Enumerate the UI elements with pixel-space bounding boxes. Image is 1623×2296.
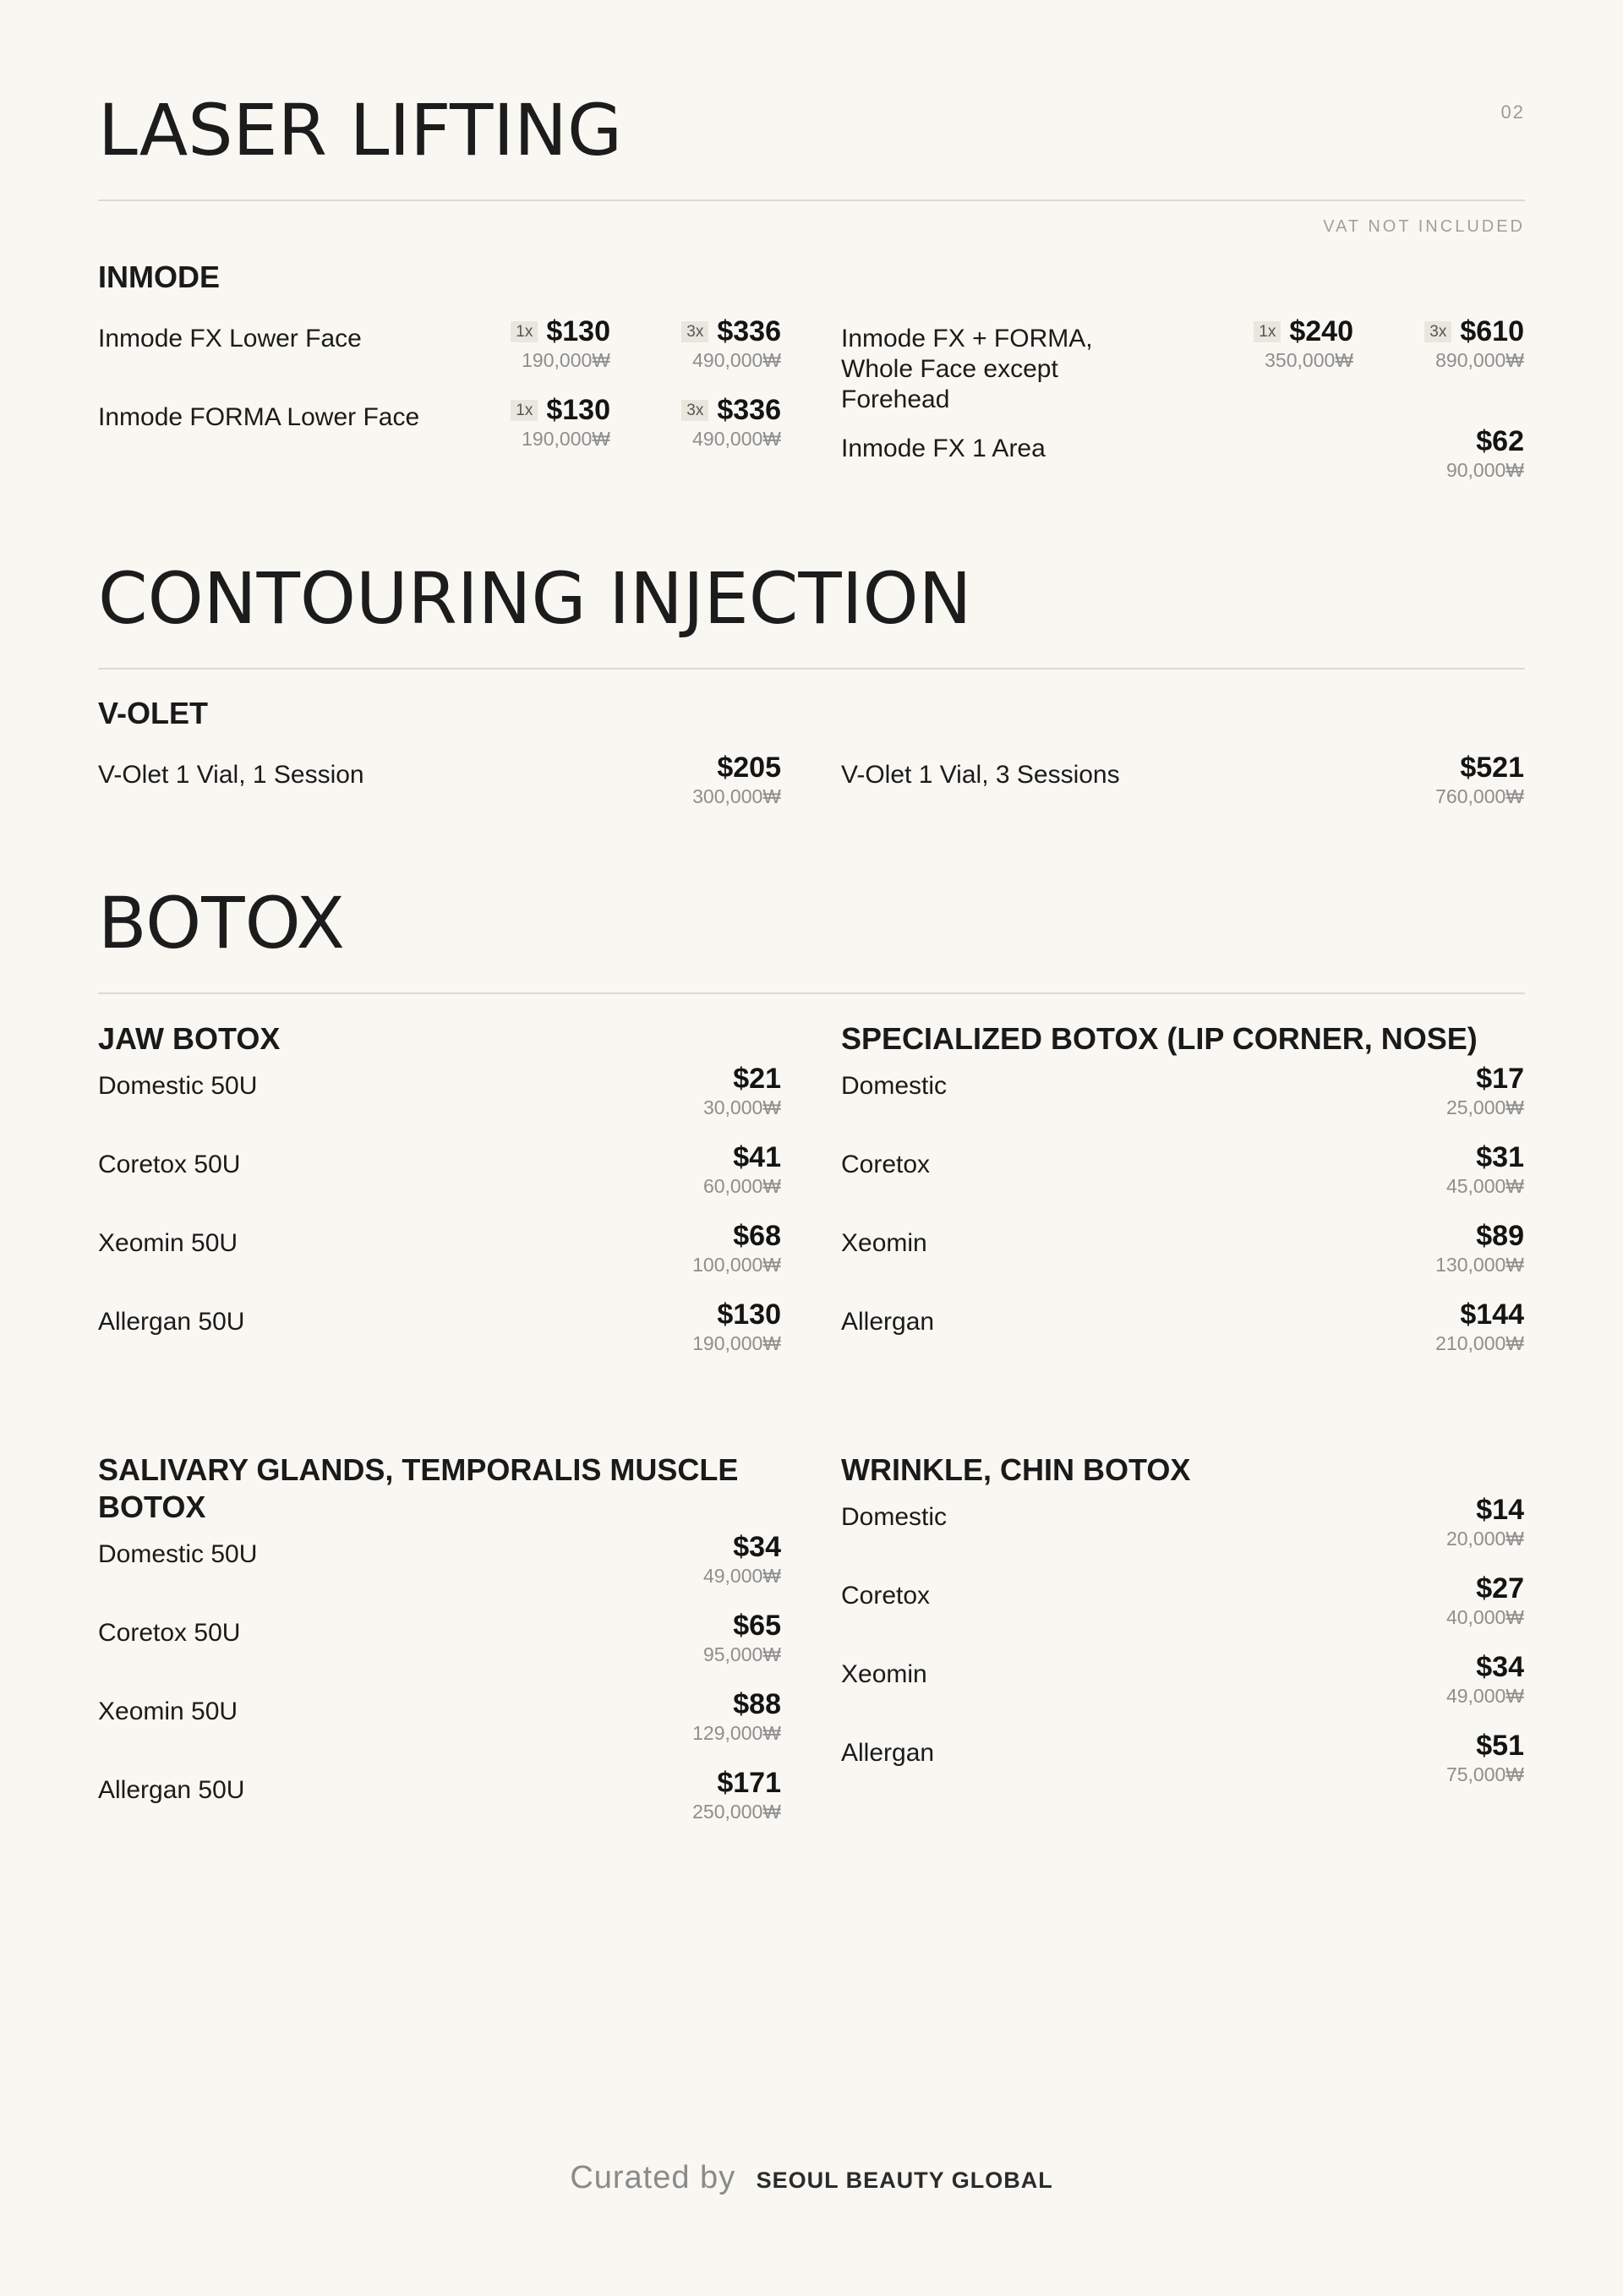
item-name: V-Olet 1 Vial, 3 Sessions: [841, 761, 1120, 789]
price-3x: [610, 396, 781, 449]
item-name: Xeomin 50U: [98, 1697, 238, 1725]
group-title: JAW BOTOX: [98, 1021, 281, 1056]
price-usd: $610: [1460, 315, 1524, 347]
price-krw: 25,000₩: [1445, 1096, 1524, 1118]
tier-badge: 3x: [681, 400, 708, 421]
price-krw: 250,000₩: [692, 1801, 781, 1823]
price: [703, 1064, 781, 1118]
item-name: Xeomin 50U: [98, 1229, 238, 1257]
price-krw: 45,000₩: [1445, 1175, 1524, 1197]
price-usd: $27: [1476, 1572, 1524, 1604]
price-usd: $41: [733, 1141, 781, 1173]
price-krw: 190,000₩: [522, 349, 610, 371]
group-inmode: [98, 259, 1525, 303]
price: [692, 753, 781, 806]
price: [692, 1690, 781, 1743]
tier-badge: 3x: [681, 321, 708, 342]
item-name: Domestic: [841, 1503, 948, 1531]
section-divider: [98, 200, 1525, 201]
list-item: [841, 427, 1524, 506]
group-title: INMODE: [98, 260, 220, 294]
list-item: [98, 1611, 781, 1690]
price-usd: $89: [1476, 1220, 1524, 1252]
group-title: SPECIALIZED BOTOX (LIP CORNER, NOSE): [841, 1021, 1478, 1056]
price-1x: [1183, 317, 1353, 370]
list-item: [841, 1653, 1524, 1731]
tier-badge: 1x: [511, 321, 538, 342]
price-krw: 210,000₩: [1435, 1332, 1524, 1354]
section-laser-lifting: [98, 89, 1525, 236]
item-name: Xeomin: [841, 1660, 927, 1688]
price-usd: $65: [733, 1610, 781, 1642]
section-title: BOTOX: [98, 882, 345, 965]
price-usd: $521: [1460, 752, 1524, 784]
price-krw: 190,000₩: [692, 1332, 781, 1354]
list-item: [841, 1495, 1524, 1574]
item-name: V-Olet 1 Vial, 1 Session: [98, 761, 364, 789]
price: [1446, 1653, 1524, 1706]
price: [703, 1533, 781, 1586]
item-name: Coretox 50U: [98, 1619, 241, 1647]
brand-name: SEOUL BEAUTY GLOBAL: [756, 2168, 1053, 2193]
section-divider: [98, 668, 1525, 670]
price-pair: [440, 396, 781, 449]
section-contouring-injection: [98, 557, 1525, 670]
list-item: [98, 1690, 781, 1768]
price-3x: [610, 317, 781, 370]
list-item: [841, 1064, 1524, 1143]
price-krw: 100,000₩: [692, 1254, 781, 1276]
item-name: Inmode FORMA Lower Face: [98, 403, 420, 431]
price-usd: $68: [733, 1220, 781, 1252]
group-salivary-botox: [98, 1451, 781, 1847]
item-name: Allergan 50U: [98, 1308, 245, 1336]
price-usd: $21: [733, 1063, 781, 1095]
volet-left-column: [98, 753, 781, 832]
price: [1446, 1574, 1524, 1627]
footer: [0, 2160, 1623, 2196]
price-usd: $14: [1476, 1494, 1524, 1526]
price-krw: 190,000₩: [522, 428, 610, 450]
price-krw: 350,000₩: [1265, 349, 1353, 371]
list-item: [841, 317, 1524, 427]
group-title: WRINKLE, CHIN BOTOX: [841, 1452, 1191, 1487]
section-title: LASER LIFTING: [98, 89, 623, 172]
price-krw: 60,000₩: [702, 1175, 781, 1197]
price-usd: $240: [1289, 315, 1353, 347]
list-item: [841, 1300, 1524, 1379]
inmode-right-column: [841, 317, 1524, 506]
price-usd: $62: [1476, 425, 1524, 457]
price-krw: 490,000₩: [692, 428, 781, 450]
price: [692, 1768, 781, 1822]
list-item: [98, 753, 781, 832]
list-item: [841, 1143, 1524, 1222]
item-name: Coretox 50U: [98, 1151, 241, 1178]
group-specialized-botox: [841, 1020, 1524, 1379]
list-item: [98, 1768, 781, 1847]
inmode-left-column: [98, 317, 781, 474]
group-title: SALIVARY GLANDS, TEMPORALIS MUSCLE BOTOX: [98, 1452, 739, 1524]
tier-badge: 3x: [1424, 321, 1451, 342]
price-usd: $17: [1476, 1063, 1524, 1095]
list-item: [98, 1064, 781, 1143]
item-name: Allergan: [841, 1308, 935, 1336]
item-name: Domestic 50U: [98, 1072, 258, 1100]
list-item: [841, 1222, 1524, 1300]
price-krw: 300,000₩: [692, 785, 781, 807]
price-krw: 490,000₩: [692, 349, 781, 371]
tier-badge: 1x: [511, 400, 538, 421]
price: [692, 1300, 781, 1353]
list-item: [98, 1143, 781, 1222]
price: [1435, 1222, 1524, 1275]
group-volet: [98, 695, 1525, 739]
vat-note: VAT NOT INCLUDED: [1323, 217, 1525, 236]
price-krw: 20,000₩: [1445, 1528, 1524, 1550]
tier-badge: 1x: [1254, 321, 1281, 342]
price: [1435, 1300, 1524, 1353]
item-name: Coretox: [841, 1582, 931, 1610]
list-item: [841, 1574, 1524, 1653]
curated-by-label: Curated by: [570, 2160, 736, 2195]
price: [1446, 1731, 1524, 1785]
price: [1446, 1495, 1524, 1549]
price-1x: [440, 317, 610, 370]
list-item: [98, 396, 781, 474]
price-krw: 49,000₩: [702, 1565, 781, 1587]
price-krw: 95,000₩: [702, 1643, 781, 1665]
list-item: [98, 1533, 781, 1611]
volet-right-column: [841, 753, 1524, 832]
price-krw: 90,000₩: [1445, 459, 1524, 481]
price-pair: [1183, 317, 1524, 370]
price-usd: $31: [1476, 1141, 1524, 1173]
price: [1435, 753, 1524, 806]
group-wrinkle-chin-botox: [841, 1451, 1524, 1810]
price-usd: $144: [1460, 1298, 1524, 1331]
price-usd: $34: [1476, 1651, 1524, 1683]
price-krw: 890,000₩: [1435, 349, 1524, 371]
price: [1446, 1064, 1524, 1118]
price-krw: 49,000₩: [1445, 1685, 1524, 1707]
item-name: Inmode FX 1 Area: [841, 435, 1046, 462]
list-item: [98, 1300, 781, 1379]
price-usd: $336: [717, 394, 781, 426]
price-krw: 30,000₩: [702, 1096, 781, 1118]
section-botox: [98, 882, 1525, 994]
price-krw: 75,000₩: [1445, 1763, 1524, 1785]
price-usd: $34: [733, 1531, 781, 1563]
price-3x: [1353, 317, 1524, 370]
item-name: Xeomin: [841, 1229, 927, 1257]
group-jaw-botox: [98, 1020, 781, 1379]
price: [1446, 1143, 1524, 1196]
item-name: Domestic: [841, 1072, 948, 1100]
price-usd: $171: [717, 1767, 781, 1799]
section-title: CONTOURING INJECTION: [98, 557, 972, 640]
price: [1446, 427, 1524, 480]
list-item: [841, 1731, 1524, 1810]
price-krw: 129,000₩: [692, 1722, 781, 1744]
price-usd: $205: [717, 752, 781, 784]
item-name: Inmode FX + FORMA, Whole Face except Forehead: [841, 325, 1093, 413]
price-usd: $130: [546, 315, 610, 347]
price-usd: $88: [733, 1688, 781, 1720]
item-name: Inmode FX Lower Face: [98, 325, 362, 353]
item-name: Domestic 50U: [98, 1540, 258, 1568]
price-krw: 130,000₩: [1435, 1254, 1524, 1276]
price-pair: [440, 317, 781, 370]
item-name: Coretox: [841, 1151, 931, 1178]
list-item: [841, 753, 1524, 832]
price-krw: 760,000₩: [1435, 785, 1524, 807]
list-item: [98, 317, 781, 396]
group-title: V-OLET: [98, 696, 209, 730]
section-divider: [98, 992, 1525, 994]
price-usd: $336: [717, 315, 781, 347]
price-usd: $130: [717, 1298, 781, 1331]
price-usd: $130: [546, 394, 610, 426]
item-name: Allergan: [841, 1739, 935, 1767]
page-number: 02: [1500, 101, 1525, 123]
price-1x: [440, 396, 610, 449]
price-krw: 40,000₩: [1445, 1606, 1524, 1628]
price: [703, 1611, 781, 1665]
item-name: Allergan 50U: [98, 1776, 245, 1804]
price: [692, 1222, 781, 1275]
price-usd: $51: [1476, 1730, 1524, 1762]
list-item: [98, 1222, 781, 1300]
price: [703, 1143, 781, 1196]
